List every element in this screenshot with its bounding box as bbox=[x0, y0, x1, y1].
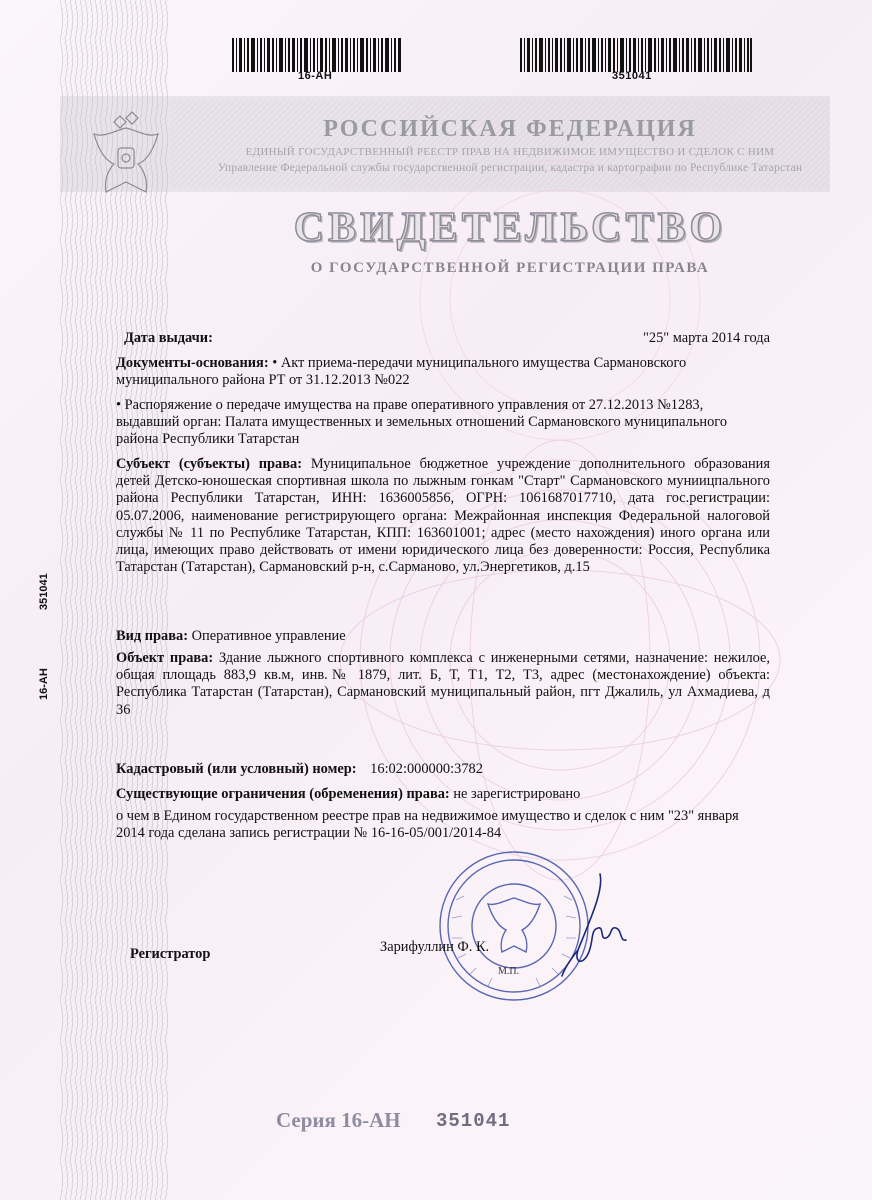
side-number: 351041 bbox=[38, 573, 50, 610]
right-type-label: Вид права: bbox=[116, 628, 189, 644]
barcode-right-number: 351041 bbox=[612, 70, 652, 82]
issue-date-value: "25" марта 2014 года bbox=[643, 330, 770, 346]
encumbrance-section bbox=[116, 786, 770, 803]
issue-date-row bbox=[116, 330, 770, 347]
cadastral-number: 16:02:000000:3782 bbox=[370, 761, 483, 777]
signature bbox=[560, 870, 630, 980]
issue-date-label: Дата выдачи: bbox=[124, 330, 213, 346]
cadastral-label: Кадастровый (или условный) номер: bbox=[116, 761, 357, 777]
side-series: 16-АН bbox=[38, 668, 50, 700]
footer-series: Серия 16-АН bbox=[276, 1108, 401, 1132]
stamp-place-label: М.П. bbox=[498, 966, 520, 977]
barcode-left bbox=[232, 38, 402, 74]
object-label: Объект права: bbox=[116, 650, 214, 666]
object-section bbox=[116, 650, 770, 719]
barcode-left-number: 16-АН bbox=[298, 70, 333, 82]
registrar-name: Зарифуллин Ф. К. bbox=[380, 939, 490, 955]
certificate-title: СВИДЕТЕЛЬСТВО bbox=[293, 205, 727, 251]
subject-section bbox=[116, 456, 770, 576]
basis-section bbox=[116, 355, 770, 389]
basis-item-2: • Распоряжение о передаче имущества на праве оперативного управления от 27.12.2013 №1283, выдавший орган: Палата имущественных и земельных отношений Сармановского муниципального района Республики Татарстан bbox=[116, 397, 728, 448]
certificate-subtitle: О ГОСУДАРСТВЕННОЙ РЕГИСТРАЦИИ ПРАВА bbox=[310, 260, 710, 276]
encumbrance-label: Существующие ограничения (обременения) права: bbox=[116, 786, 450, 802]
object-text: Здание лыжного спортивного комплекса с инженерными сетями, назначение: нежилое, общая площадь 883,9 кв.м, инв.№ 1879, лит. Б, Т, Т1, Т2, Т3, адрес (местонахождение) объекта: Республика Татарстан (Татарстан), Сармановский муниципальный район, пгт Джалиль, ул Ахмадиева, д 36 bbox=[116, 650, 771, 718]
registrar-label: Регистратор bbox=[130, 946, 211, 962]
encumbrance-value: не зарегистрировано bbox=[453, 786, 581, 802]
header-registry: ЕДИНЫЙ ГОСУДАРСТВЕННЫЙ РЕЕСТР ПРАВ НА НЕДВИЖИМОЕ ИМУЩЕСТВО И СДЕЛОК С НИМ bbox=[245, 146, 775, 158]
footer-number: 351041 bbox=[436, 1110, 511, 1132]
registration-record: о чем в Едином государственном реестре прав на недвижимое имущество и сделок с ним "23" января 2014 года сделана запись регистрации № 16-16-05/001/2014-84 bbox=[116, 808, 739, 842]
barcode-right bbox=[520, 38, 752, 74]
basis-item-1: • Акт приема-передачи муниципального имущества Сармановского муниципального района РТ от 31.12.2013 №022 bbox=[116, 355, 687, 389]
header-country: РОССИЙСКАЯ ФЕДЕРАЦИЯ bbox=[323, 116, 697, 142]
coat-of-arms-icon bbox=[86, 108, 166, 200]
header-department: Управление Федеральной службы государственной регистрации, кадастра и картографии по Республике Татарстан bbox=[217, 162, 803, 174]
right-type-section bbox=[116, 628, 770, 645]
cadastral-section bbox=[116, 761, 770, 778]
basis-label: Документы-основания: bbox=[116, 355, 269, 371]
right-type-value: Оперативное управление bbox=[191, 628, 346, 644]
subject-label: Субъект (субъекты) права: bbox=[116, 456, 302, 472]
subject-text: Муниципальное бюджетное учреждение дополнительного образования детей Детско-юношеская спортивная школа по лыжным гонкам "Старт" Сармановского муниицпального района Республики Татарстан, ИНН: 1636005856, ОГРН: 1061687017710, дата гос.регистрации: 05.07.2006, наименование регистрирующего органа: Межрайонная инспекция Федеральной налоговой службы № 11 по Республике Татарстан, КПП: 163601001; адрес (место нахождения) иного органа или лица, имеющих право действовать от имени юридического лица без доверенности: Россия, Республика Татарстан (Татарстан), Сармановский р-н, с.Сарманово, ул.Энергетиков, д.15 bbox=[116, 456, 770, 576]
